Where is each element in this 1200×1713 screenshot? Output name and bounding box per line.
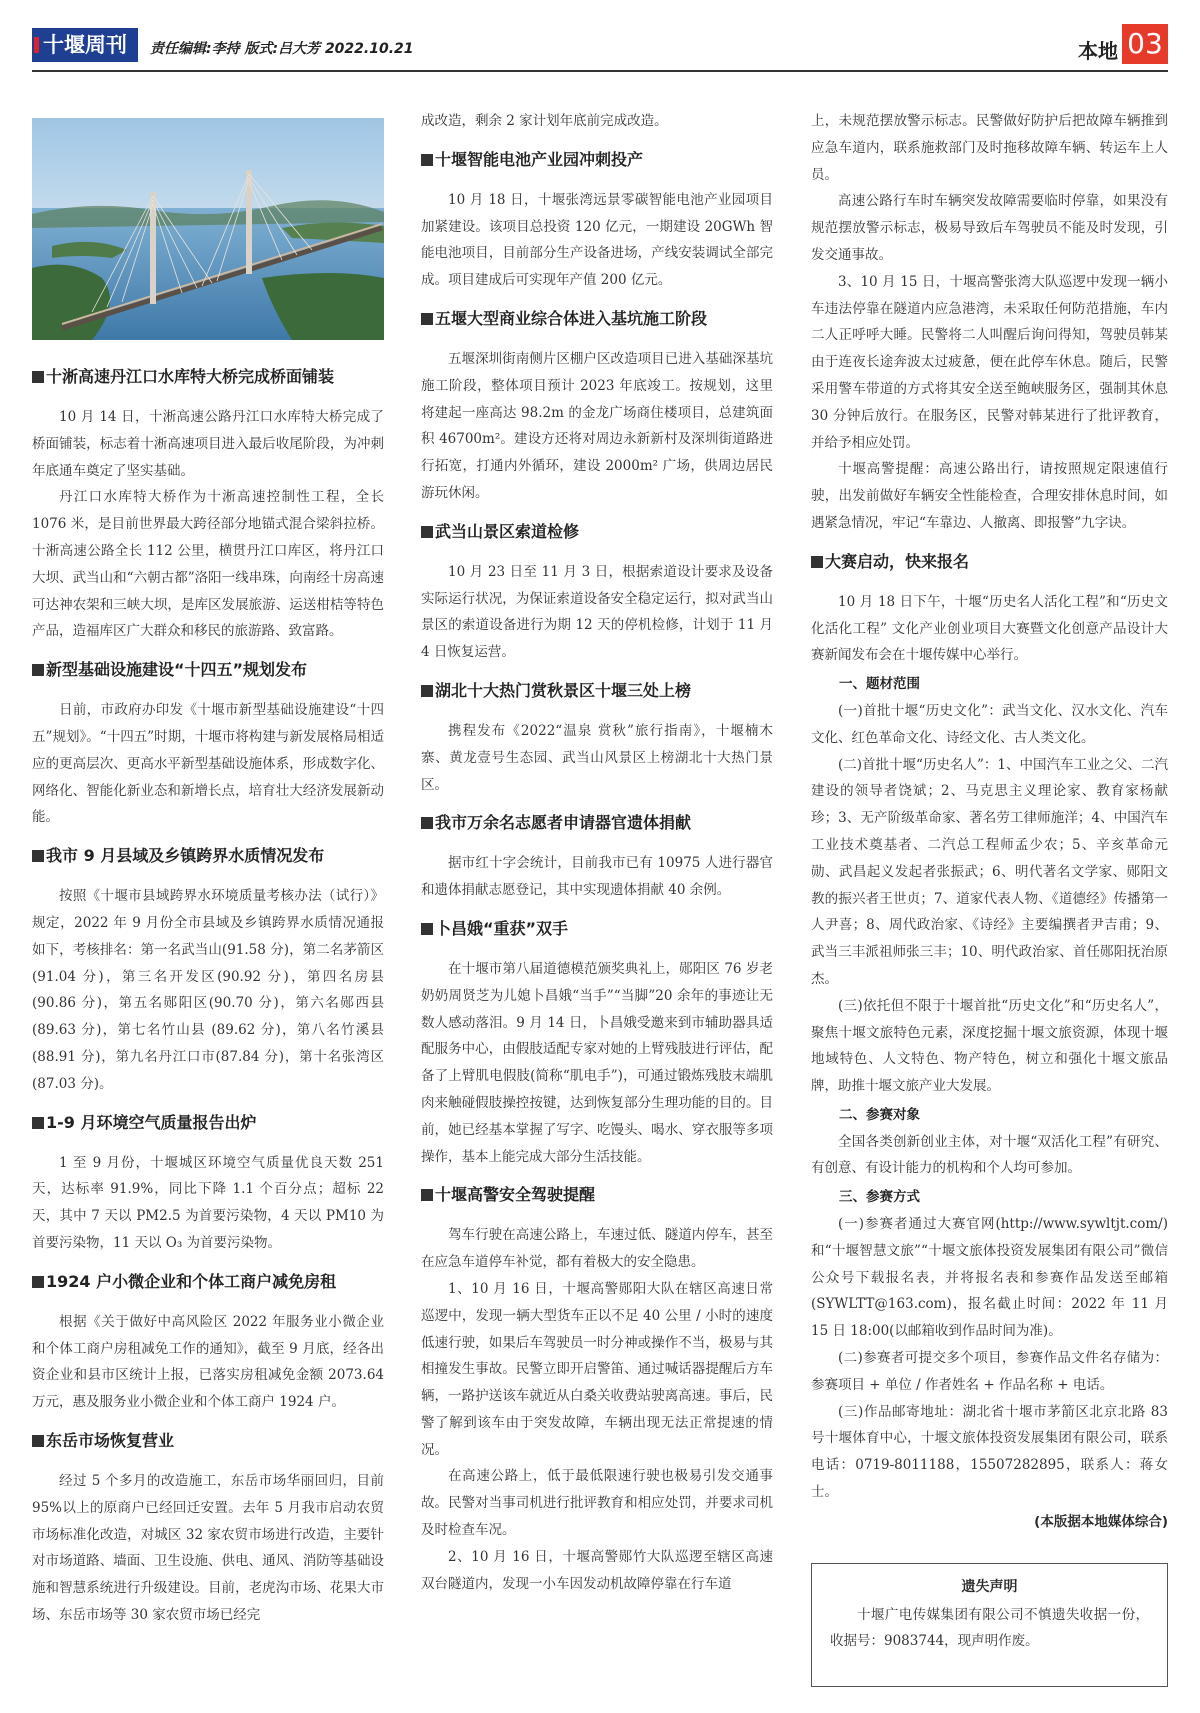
column-1 xyxy=(32,118,384,1629)
article-paragraph: 3、10 月 15 日，十堰高警张湾大队巡逻中发现一辆小车违法停靠在隧道内应急港湾，未采取任何防范措施，车内二人正呼呼大睡。民警将二人叫醒后询问得知，驾驶员韩某由于连夜长途奔波太过疲惫，便在此停车休息。随后，民警采用警车带道的方式将其安全送至鲍峡服务区，强制其休息 30 分钟后放行。在服务区，民警对韩某进行了批评教育，并给予相应处罚。 xyxy=(811,273,1168,451)
article-heading: 新型基础设施建设“十四五”规划发布 xyxy=(32,659,384,681)
heading-square-icon xyxy=(421,154,433,166)
article-paragraph: 高速公路行车时车辆突发故障需要临时停靠，如果没有规范摆放警示标志，极易导致后车驾驶员不能及时发现，引发交通事故。 xyxy=(811,193,1168,263)
editor-credits: 责任编辑:李持 版式:吕大芳 2022.10.21 xyxy=(150,41,414,57)
article-paragraph: 携程发布《2022“温泉 赏秋”旅行指南》，十堰楠木寨、黄龙壹号生态园、武当山风景区上榜湖北十大热门景区。 xyxy=(421,722,773,793)
heading-square-icon xyxy=(421,923,433,935)
article-continuation: 上，未规范摆放警示标志。民警做好防护后把故障车辆推到应急车道内，联系施救部门及时拖移故障车辆、转运车上人员。 xyxy=(811,113,1168,183)
article-continuation: 成改造，剩余 2 家计划年底前完成改造。 xyxy=(421,113,668,129)
subheading: 二、参赛对象 xyxy=(839,1106,920,1123)
heading-square-icon xyxy=(32,1276,44,1288)
newspaper-logo xyxy=(32,28,138,62)
article-paragraph: 2、10 月 16 日，十堰高警郧竹大队巡逻至辖区高速双台隧道内，发现一小车因发动机故障停靠在行车道 xyxy=(421,1548,773,1592)
heading-square-icon xyxy=(32,371,44,383)
subheading: 三、参赛方式 xyxy=(839,1189,920,1206)
article-paragraph: 在十堰市第八届道德模范颁奖典礼上，郧阳区 76 岁老奶奶周贤芝为儿媳卜昌娥“当手”“当脚”20 余年的事迹让无数人感动落泪。9 月 14 日，卜昌娥受邀来到市辅助器具适配服务中心，由假肢适配专家对她的上臂残肢进行评估，配备了上臂肌电假肢(简称“肌电手”)，可通过锻炼残肢末端肌肉来触碰假肢操控按键，达到恢复部分生理功能的目的。目前，她已经基本掌握了写字、吃馒头、喝水、穿衣服等多项操作，基本上能完成大部分生活技能。 xyxy=(421,960,773,1165)
section-name: 本地 xyxy=(1078,39,1118,63)
article-heading: 1-9 月环境空气质量报告出炉 xyxy=(32,1112,384,1134)
article-paragraph: 驾车行驶在高速公路上，车速过低、隧道内停车，甚至在应急车道停车补觉，都有着极大的安全隐患。 xyxy=(421,1227,773,1271)
article-paragraph: 根据《关于做好中高风险区 2022 年服务业小微企业和个体工商户房租减免工作的通知》，截至 9 月底，经各出资企业和县市区统计上报，已落实房租减免金额 2073.64 万元，惠及服务业小微企业和个体工商户 1924 户。 xyxy=(32,1313,384,1411)
article-heading: 我市 9 月县域及乡镇跨界水质情况发布 xyxy=(32,845,384,867)
loss-notice-box xyxy=(811,1563,1168,1687)
article-paragraph: (一)参赛者通过大赛官网(http://www.sywltjt.com/)和“十堰智慧文旅”“十堰文旅体投资发展集团有限公司”微信公众号下载报名表，并将报名表和参赛作品发送至邮箱(SYWLTT@163.com)，报名截止时间：2022 年 11 月 15 日 18:00(以邮箱收到作品时间为准)。 xyxy=(811,1216,1168,1340)
article-paragraph: 经过 5 个多月的改造施工，东岳市场华丽回归，目前 95%以上的原商户已经回迁安置。去年 5 月我市启动农贸市场标准化改造，对城区 32 家农贸市场进行改造，主要针对市场道路、墙面、卫生设施、供电、通风、消防等基础设施和智慧系统进行升级建设。目前，老虎沟市场、花果大市场、东岳市场等 30 家农贸市场已经完 xyxy=(32,1472,384,1623)
article-paragraph: (一)首批十堰“历史文化”：武当文化、汉水文化、汽车文化、红色革命文化、诗经文化、古人类文化。 xyxy=(811,702,1168,746)
article-paragraph: (二)首批十堰“历史名人”：1、中国汽车工业之父、二汽建设的领导者饶斌；2、马克思主义理论家、教育家杨献珍；3、无产阶级革命家、著名劳工律师施洋；4、中国汽车工业技术奠基者、二汽总工程师孟少农；5、辛亥革命元勋、武昌起义发起者张振武；6、明代著名文学家、郧阳文教的振兴者王世贞；7、道家代表人物、《道德经》传播第一人尹喜；8、周代政治家、《诗经》主要编撰者尹吉甫；9、武当三丰派祖师张三丰；10、明代政治家、首任郧阳抚治原杰。 xyxy=(811,756,1168,987)
heading-square-icon xyxy=(421,526,433,538)
article-paragraph: 1、10 月 16 日，十堰高警郧阳大队在辖区高速日常巡逻中，发现一辆大型货车正以不足 40 公里 / 小时的速度低速行驶，如果后车驾驶员一时分神或操作不当，极易与其相撞发生事故。民警立即开启警笛、通过喊话器提醒后方车辆，一路护送该车就近从白桑关收费站驶离高速。事后，民警了解到该车由于突发故障，车辆出现无法正常提速的情况。 xyxy=(421,1280,773,1458)
article-paragraph: 10 月 23 日至 11 月 3 日，根据索道设计要求及设备实际运行状况，为保证索道设备安全稳定运行，拟对武当山景区的索道设备进行为期 12 天的停机检修，计划于 11 月 4 日恢复运营。 xyxy=(421,563,773,661)
heading-square-icon xyxy=(421,817,433,829)
bridge-photo xyxy=(32,118,384,340)
article-paragraph: 五堰深圳街南侧片区棚户区改造项目已进入基础深基坑施工阶段，整体项目预计 2023 年底竣工。按规划，这里将建起一座高达 98.2m 的金龙广场商住楼项目，总建筑面积 46700m²。建设方还将对周边永新新村及深圳街道路进行拓宽，打通内外循环，建设 2000m² 广场，供周边居民游玩休闲。 xyxy=(421,350,773,501)
article-paragraph: (三)依托但不限于十堰首批“历史文化”和“历史名人”，聚焦十堰文旅特色元素，深度挖掘十堰文旅资源，体现十堰地域特色、人文特色、物产特色，树立和强化十堰文旅品牌，助推十堰文旅产业大发展。 xyxy=(811,997,1168,1095)
heading-square-icon xyxy=(32,1117,44,1129)
logo-accent xyxy=(34,37,39,53)
article-paragraph: 10 月 18 日下午，十堰“历史名人活化工程”和“历史文化活化工程” 文化产业创业项目大赛暨文化创意产品设计大赛新闻发布会在十堰传媒中心举行。 xyxy=(811,593,1168,664)
column-3 xyxy=(811,108,1168,1534)
heading-square-icon xyxy=(421,313,433,325)
article-heading: 东岳市场恢复营业 xyxy=(32,1430,384,1452)
article-paragraph: 按照《十堰市县域跨界水环境质量考核办法（试行）》规定，2022 年 9 月份全市县域及乡镇跨界水质情况通报如下，考核排名：第一名武当山(91.58 分)，第二名茅箭区(91.04 分)，第三名开发区(90.92 分)，第四名房县(90.86 分)，第五名郧阳区(90.70 分)，第六名郧西县(89.63 分)，第七名竹山县 (89.62 分)，第八名竹溪县(88.91 分)，第九名丹江口市(87.84 分)，第十名张湾区(87.03 分)。 xyxy=(32,888,384,1092)
article-paragraph: 据市红十字会统计，目前我市已有 10975 人进行器官和遗体捐献志愿登记，其中实现遗体捐献 40 余例。 xyxy=(421,855,773,899)
article-paragraph: 10 月 18 日，十堰张湾远景零碳智能电池产业园项目加紧建设。该项目总投资 120 亿元，一期建设 20GWh 智能电池项目，目前部分生产设备进场，产线安装调试全部完成。项目建成后可实现年产值 200 亿元。 xyxy=(421,191,773,289)
heading-square-icon xyxy=(421,1189,433,1201)
article-paragraph: 丹江口水库特大桥作为十淅高速控制性工程，全长 1076 米，是目前世界最大跨径部分地锚式混合梁斜拉桥。十淅高速公路全长 112 公里，横贯丹江口库区，将丹江口大坝、武当山和“六朝古都”洛阳一线串珠，向南经十房高速可达神农架和三峡大坝，是库区发展旅游、运送柑桔等特色产品，造福库区广大群众和移民的旅游路、致富路。 xyxy=(32,489,384,640)
logo-text: 十堰周刊 xyxy=(43,33,127,57)
article-paragraph: 在高速公路上，低于最低限速行驶也极易引发交通事故。民警对当事司机进行批评教育和相应处罚，并要求司机及时检查车况。 xyxy=(421,1468,773,1539)
article-heading: 我市万余名志愿者申请器官遗体捐献 xyxy=(421,812,773,834)
article-heading: 十堰高警安全驾驶提醒 xyxy=(421,1184,773,1206)
notice-title: 遗失声明 xyxy=(961,1579,1018,1595)
article-paragraph: 全国各类创新创业主体，对十堰“双活化工程”有研究、有创意、有设计能力的机构和个人均可参加。 xyxy=(811,1133,1168,1177)
article-heading: 十淅高速丹江口水库特大桥完成桥面铺装 xyxy=(32,366,384,388)
article-heading: 湖北十大热门赏秋景区十堰三处上榜 xyxy=(421,680,773,702)
heading-square-icon xyxy=(32,664,44,676)
article-paragraph: 日前，市政府办印发《十堰市新型基础设施建设“十四五”规划》。“十四五”时期，十堰市将构建与新发展格局相适应的更高层次、更高水平新型基础设施体系，形成数字化、网络化、智能化新业态和新增长点，培育壮大经济发展新动能。 xyxy=(32,702,384,826)
heading-square-icon xyxy=(421,685,433,697)
article-heading: 十堰智能电池产业园冲刺投产 xyxy=(421,149,773,171)
heading-square-icon xyxy=(32,1435,44,1447)
article-heading: 五堰大型商业综合体进入基坑施工阶段 xyxy=(421,308,773,330)
article-paragraph: 1 至 9 月份，十堰城区环境空气质量优良天数 251 天，达标率 91.9%，同比下降 1.1 个百分点；超标 22 天，其中 7 天以 PM2.5 为首要污染物，4 天以 PM10 为首要污染物，11 天以 O₃ 为首要污染物。 xyxy=(32,1154,384,1251)
article-heading: 武当山景区索道检修 xyxy=(421,521,773,543)
source-note: (本版据本地媒体综合) xyxy=(1034,1513,1168,1530)
masthead xyxy=(32,24,1168,70)
heading-square-icon xyxy=(32,850,44,862)
page-number: 03 xyxy=(1122,24,1168,64)
header-rule xyxy=(32,70,1168,72)
notice-text: 十堰广电传媒集团有限公司不慎遗失收据一份，收据号：9083744，现声明作废。 xyxy=(830,1607,1149,1649)
subheading: 一、题材范围 xyxy=(839,676,920,693)
article-heading: 大赛启动，快来报名 xyxy=(811,551,1168,573)
heading-square-icon xyxy=(811,556,823,568)
article-paragraph: (二)参赛者可提交多个项目，参赛作品文件名存储为：参赛项目 + 单位 / 作者姓名 + 作品名称 + 电话。 xyxy=(811,1350,1168,1393)
article-heading: 1924 户小微企业和个体工商户减免房租 xyxy=(32,1271,384,1293)
column-2 xyxy=(421,108,773,1597)
article-paragraph: 10 月 14 日，十淅高速公路丹江口水库特大桥完成了桥面铺装，标志着十淅高速项目进入最后收尾阶段，为冲刺年底通车奠定了坚实基础。 xyxy=(32,409,384,479)
article-paragraph: 十堰高警提醒：高速公路出行，请按照规定限速值行驶，出发前做好车辆安全性能检查，合理安排休息时间，如遇紧急情况，牢记“车靠边、人撤离、即报警”九字诀。 xyxy=(811,461,1168,531)
article-paragraph: (三)作品邮寄地址：湖北省十堰市茅箭区北京北路 83 号十堰体育中心，十堰文旅体投资发展集团有限公司，联系电话：0719-8011188，15507282895，联系人：蒋女士。 xyxy=(811,1403,1168,1501)
article-heading: 卜昌娥“重获”双手 xyxy=(421,918,773,940)
bridge-illustration xyxy=(32,118,384,340)
